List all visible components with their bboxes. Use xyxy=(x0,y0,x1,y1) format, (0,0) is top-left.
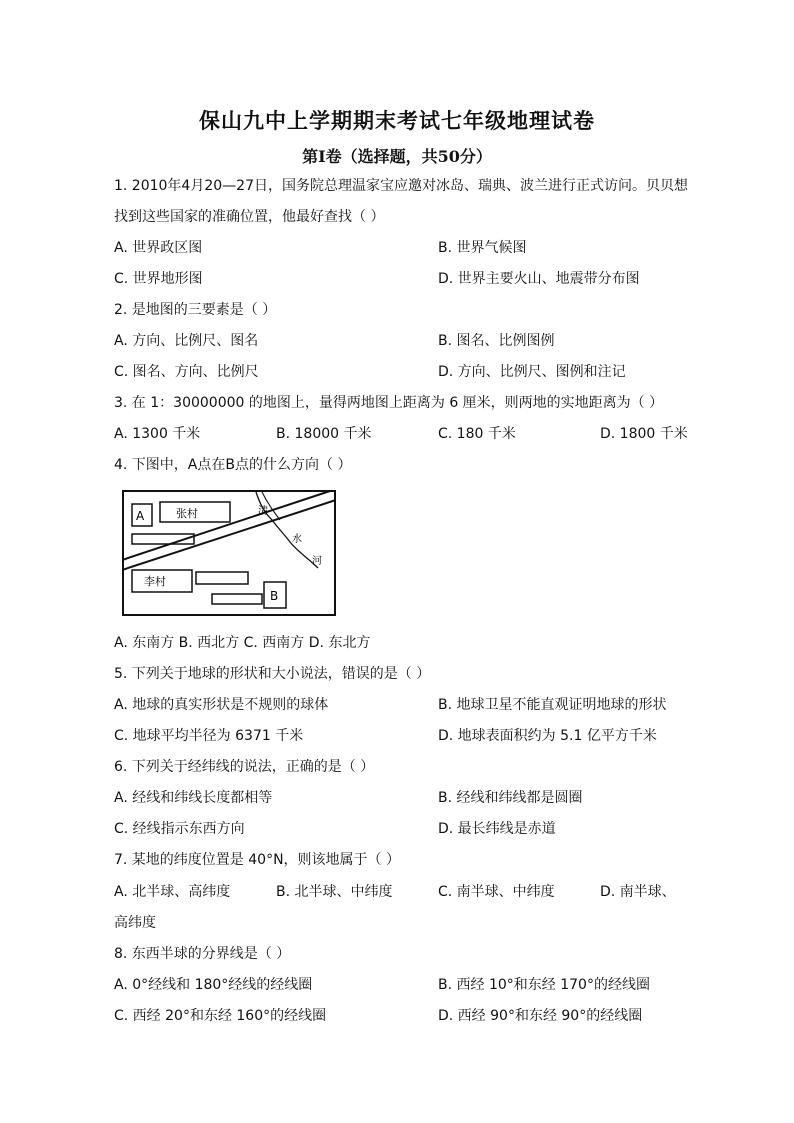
q2-stem: 2. 是地图的三要素是（ ） xyxy=(114,302,277,318)
q7-option-d: D. 南半球、 xyxy=(600,884,676,900)
q8-option-b: B. 西经 10°和东经 170°的经线圈 xyxy=(438,977,650,993)
q1-option-b: B. 世界气候图 xyxy=(438,240,527,256)
q1-option-c: C. 世界地形图 xyxy=(114,271,203,287)
q7-option-d-cont: 高纬度 xyxy=(114,915,156,931)
q6-option-d: D. 最长纬线是赤道 xyxy=(438,821,556,837)
q1-stem-1: 1. 2010年4月20—27日，国务院总理温家宝应邀对冰岛、瑞典、波兰进行正式访问。贝贝想 xyxy=(114,178,688,194)
q6-option-c: C. 经线指示东西方向 xyxy=(114,821,245,837)
q5-option-b: B. 地球卫星不能直观证明地球的形状 xyxy=(438,697,667,713)
river-label-3: 河 xyxy=(312,556,322,567)
q1-stem-2: 找到这些国家的准确位置，他最好查找（ ） xyxy=(114,209,385,225)
q3-option-d: D. 1800 千米 xyxy=(600,426,688,442)
q4-stem: 4. 下图中，A点在B点的什么方向（ ） xyxy=(114,457,352,473)
q5-option-d: D. 地球表面积约为 5.1 亿平方千米 xyxy=(438,728,657,744)
village-1-label: 张村 xyxy=(176,507,198,520)
q8-stem: 8. 东西半球的分界线是（ ） xyxy=(114,946,291,962)
q1-option-d: D. 世界主要火山、地震带分布图 xyxy=(438,271,640,287)
q6-option-b: B. 经线和纬线都是圆圈 xyxy=(438,790,583,806)
q4-options: A. 东南方 B. 西北方 C. 西南方 D. 东北方 xyxy=(114,635,371,651)
point-a-label: A xyxy=(136,509,145,523)
q5-stem: 5. 下列关于地球的形状和大小说法，错误的是（ ） xyxy=(114,666,431,682)
q2-option-b: B. 图名、比例图例 xyxy=(438,333,555,349)
building-3 xyxy=(212,594,262,604)
village-2-label: 李村 xyxy=(144,575,166,588)
q2-option-c: C. 图名、方向、比例尺 xyxy=(114,364,259,380)
river-line xyxy=(256,492,318,568)
q2-option-d: D. 方向、比例尺、图例和注记 xyxy=(438,364,626,380)
river-label-2: 水 xyxy=(292,534,302,545)
q3-stem: 3. 在 1：30000000 的地图上，量得两地图上距离为 6 厘米，则两地的实地距离为（ ） xyxy=(114,395,664,411)
river-label-1: 清 xyxy=(258,506,268,517)
q5-option-c: C. 地球平均半径为 6371 千米 xyxy=(114,728,304,744)
road-line-lower xyxy=(122,500,336,570)
q7-option-a: A. 北半球、高纬度 xyxy=(114,884,231,900)
q5-option-a: A. 地球的真实形状是不规则的球体 xyxy=(114,697,329,713)
q1-option-a: A. 世界政区图 xyxy=(114,240,203,256)
q3-option-c: C. 180 千米 xyxy=(438,426,516,442)
map-border xyxy=(123,491,335,615)
q7-option-b: B. 北半球、中纬度 xyxy=(276,884,393,900)
building-2 xyxy=(196,572,248,584)
q6-option-a: A. 经线和纬线长度都相等 xyxy=(114,790,273,806)
point-b-label: B xyxy=(270,589,279,603)
q8-option-a: A. 0°经线和 180°经线的经线圈 xyxy=(114,977,313,993)
q8-option-d: D. 西经 90°和东经 90°的经线圈 xyxy=(438,1008,643,1024)
section-title: 第Ⅰ卷（选择题，共50分） xyxy=(302,147,492,166)
q3-option-a: A. 1300 千米 xyxy=(114,426,201,442)
direction-map xyxy=(122,490,336,616)
q2-option-a: A. 方向、比例尺、图名 xyxy=(114,333,259,349)
q3-option-b: B. 18000 千米 xyxy=(276,426,372,442)
q7-stem: 7. 某地的纬度位置是 40°N，则该地属于（ ） xyxy=(114,852,400,868)
q7-option-c: C. 南半球、中纬度 xyxy=(438,884,555,900)
q8-option-c: C. 西经 20°和东经 160°的经线圈 xyxy=(114,1008,327,1024)
q6-stem: 6. 下列关于经纬线的说法，正确的是（ ） xyxy=(114,759,375,775)
page-title: 保山九中上学期期末考试七年级地理试卷 xyxy=(199,108,595,133)
